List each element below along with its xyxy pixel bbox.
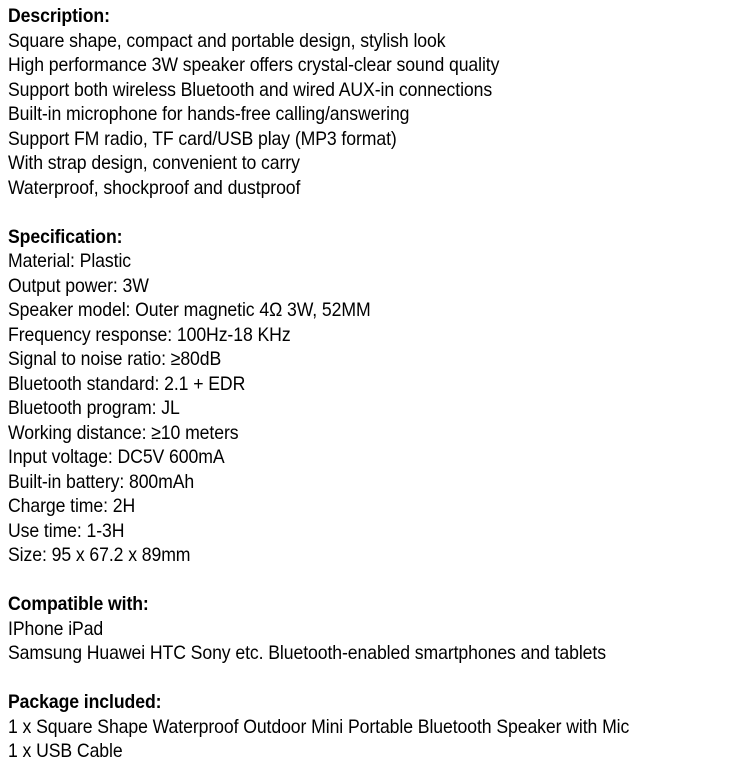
- compatible-line: Samsung Huawei HTC Sony etc. Bluetooth-enabled smartphones and tablets: [8, 642, 606, 664]
- description-line: Support FM radio, TF card/USB play (MP3 format): [8, 127, 397, 150]
- specification-line: Input voltage: DC5V 600mA: [8, 446, 225, 468]
- package-line: 1 x Square Shape Waterproof Outdoor Mini Portable Bluetooth Speaker with Mic: [8, 715, 630, 738]
- specification-line: Signal to noise ratio: ≥80dB: [8, 348, 222, 370]
- section-specification: [8, 225, 734, 568]
- specification-line: Built-in battery: 800mAh: [8, 470, 195, 493]
- section-heading: Compatible with:: [8, 593, 149, 615]
- description-line: Square shape, compact and portable design, stylish look: [8, 29, 446, 52]
- section-compatible-with: [8, 592, 734, 666]
- description-line: With strap design, convenient to carry: [8, 152, 300, 174]
- section-heading: Package included:: [8, 691, 162, 713]
- specification-line: Frequency response: 100Hz-18 KHz: [8, 323, 291, 346]
- specification-line: Speaker model: Outer magnetic 4Ω 3W, 52MM: [8, 299, 371, 321]
- specification-line: Bluetooth program: JL: [8, 397, 180, 419]
- description-line: Built-in microphone for hands-free calling/answering: [8, 103, 410, 125]
- description-line: Support both wireless Bluetooth and wired AUX-in connections: [8, 78, 493, 101]
- section-heading: Specification:: [8, 225, 123, 248]
- description-line: High performance 3W speaker offers crystal-clear sound quality: [8, 54, 500, 76]
- specification-line: Bluetooth standard: 2.1 + EDR: [8, 372, 246, 395]
- specification-line: Size: 95 x 67.2 x 89mm: [8, 544, 191, 566]
- specification-line: Working distance: ≥10 meters: [8, 421, 239, 444]
- package-line: 1 x USB Cable: [8, 740, 123, 762]
- compatible-line: IPhone iPad: [8, 617, 104, 640]
- section-description: [8, 4, 734, 200]
- section-package-included: [8, 690, 734, 764]
- specification-line: Material: Plastic: [8, 250, 132, 272]
- specification-line: Use time: 1-3H: [8, 519, 125, 542]
- section-heading: Description:: [8, 5, 110, 27]
- description-line: Waterproof, shockproof and dustproof: [8, 176, 301, 199]
- specification-line: Output power: 3W: [8, 274, 149, 297]
- specification-line: Charge time: 2H: [8, 495, 136, 517]
